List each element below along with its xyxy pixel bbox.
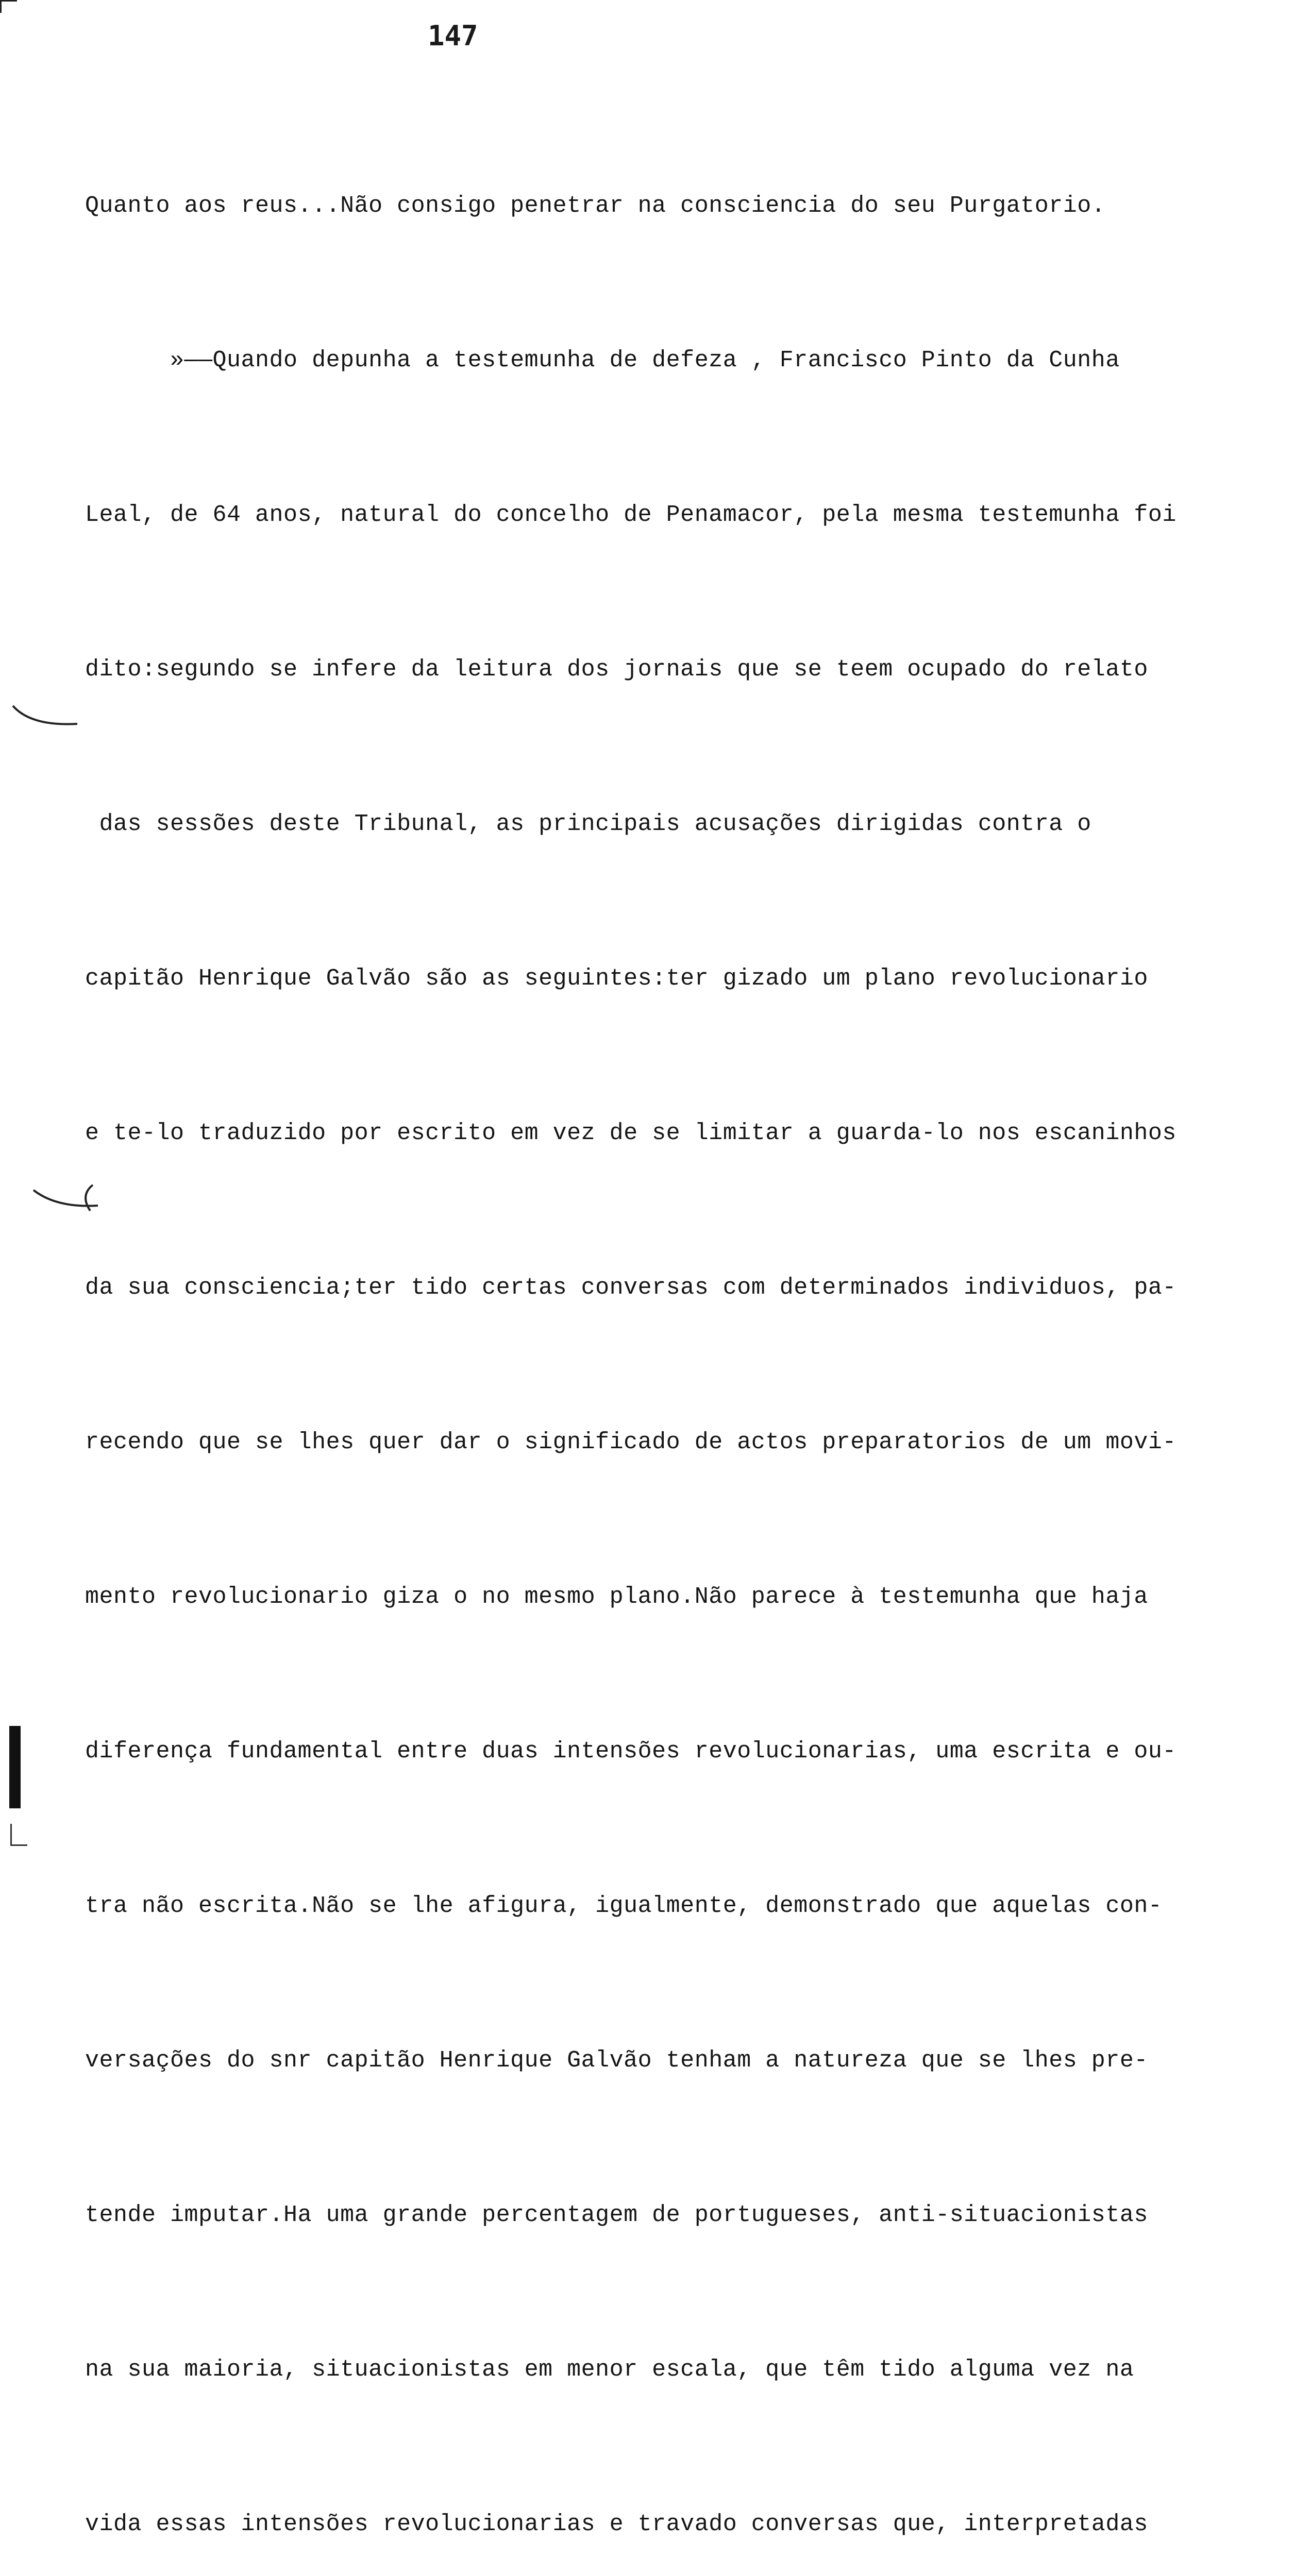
- text-line: »——Quando depunha a testemunha de defeza , Francisco Pinto da Cunha: [85, 347, 1120, 374]
- text-line: capitão Henrique Galvão são as seguintes:ter gizado um plano revolucionario: [85, 965, 1148, 992]
- scan-edge-mark: [9, 1726, 21, 1808]
- scan-corner-mark: [0, 0, 17, 13]
- scan-corner-mark: [10, 1824, 27, 1846]
- margin-bracket-mark: [10, 701, 82, 732]
- margin-bracket-mark: [31, 1180, 103, 1216]
- text-line: vida essas intensões revolucionarias e travado conversas que, interpretadas: [85, 2511, 1148, 2537]
- text-line: versações do snr capitão Henrique Galvão tenham a natureza que se lhes pre-: [85, 2047, 1148, 2074]
- text-line: mento revolucionario giza o no mesmo plano.Não parece à testemunha que haja: [85, 1584, 1148, 1610]
- text-line: diferença fundamental entre duas intensões revolucionarias, uma escrita e ou-: [85, 1738, 1176, 1765]
- text-line: tende imputar.Ha uma grande percentagem de portugueses, anti-situacionistas: [85, 2202, 1148, 2228]
- page-number: 147: [428, 20, 478, 52]
- document-body: [85, 77, 1239, 2576]
- text-line: Quanto aos reus...Não consigo penetrar na consciencia do seu Purgatorio.: [85, 193, 1106, 219]
- text-line: das sessões deste Tribunal, as principais acusações dirigidas contra o: [85, 811, 1091, 837]
- text-line: tra não escrita.Não se lhe afigura, igualmente, demonstrado que aquelas con-: [85, 1893, 1163, 1919]
- text-line: e te-lo traduzido por escrito em vez de se limitar a guarda-lo nos escaninhos: [85, 1120, 1176, 1146]
- text-line: na sua maioria, situacionistas em menor escala, que têm tido alguma vez na: [85, 2357, 1134, 2383]
- text-line: dito:segundo se infere da leitura dos jornais que se teem ocupado do relato: [85, 656, 1148, 683]
- text-line: Leal, de 64 anos, natural do concelho de Penamacor, pela mesma testemunha foi: [85, 502, 1176, 528]
- text-line: da sua consciencia;ter tido certas conversas com determinados individuos, pa-: [85, 1275, 1176, 1301]
- text-line: recendo que se lhes quer dar o significado de actos preparatorios de um movi-: [85, 1429, 1176, 1455]
